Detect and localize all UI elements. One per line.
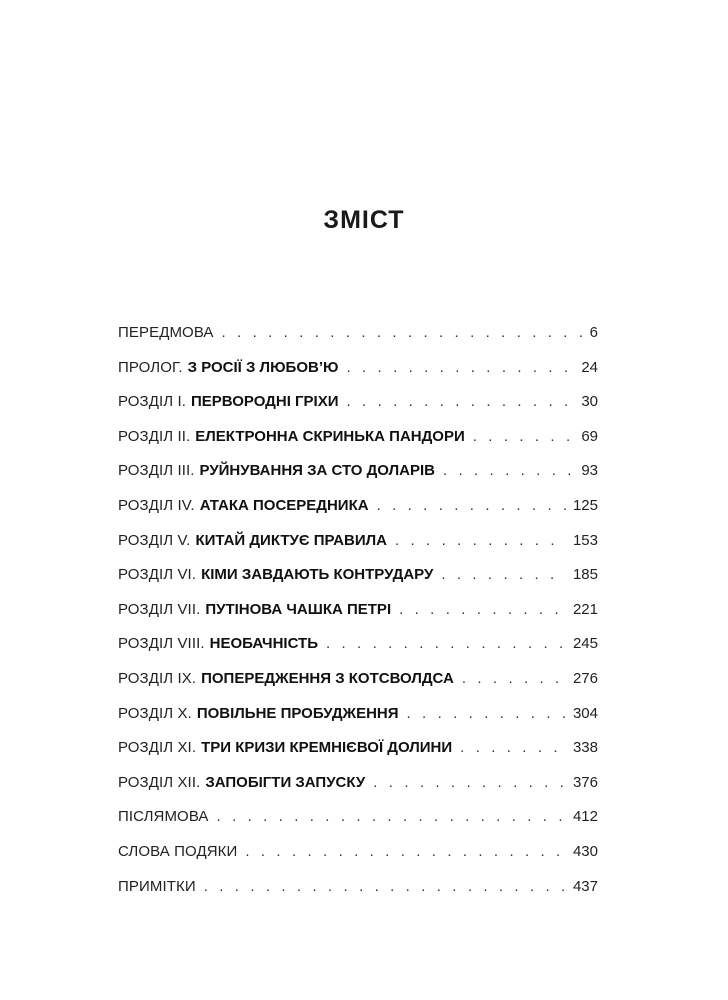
toc-entry-title: ЕЛЕКТРОННА СКРИНЬКА ПАНДОРИ [195,427,465,445]
toc-entry-prefix: РОЗДІЛ VI. [118,566,197,584]
toc-entry-prefix: РОЗДІЛ V. [118,531,191,549]
toc-entry-prefix: РОЗДІЛ VIII. [118,635,205,653]
toc-entry-page: 93 [581,462,598,480]
toc-entry-title: РУЙНУВАННЯ ЗА СТО ДОЛАРІВ [199,462,435,480]
toc-entry-afterword[interactable] [118,800,598,835]
toc-entry-page: 6 [589,324,598,341]
toc-entry-page: 24 [581,358,598,376]
toc-entry-page: 437 [572,877,598,895]
toc-entry-chapter-6[interactable] [118,558,598,593]
toc-entry-foreword[interactable] [118,316,598,351]
toc-entry-title: КИТАЙ ДИКТУЄ ПРАВИЛА [195,531,387,549]
toc-entry-prefix: СЛОВА ПОДЯКИ [118,842,238,860]
dot-leader [441,558,567,593]
toc-entry-page: 125 [572,496,598,514]
dot-leader [217,800,567,835]
dot-leader [222,316,584,351]
toc-entry-prefix: ПРИМІТКИ [118,877,196,895]
toc-entry-prefix: РОЗДІЛ VII. [118,600,201,618]
toc-entry-title: ТРИ КРИЗИ КРЕМНІЄВОЇ ДОЛИНИ [201,739,453,757]
toc-entry-prefix: ПІСЛЯМОВА [118,808,209,826]
dot-leader [395,524,567,559]
toc-entry-title: КІМИ ЗАВДАЮТЬ КОНТРУДАРУ [201,566,434,584]
toc-entry-page: 69 [581,427,598,445]
toc-entry-chapter-9[interactable] [118,662,598,697]
dot-leader [346,351,575,386]
toc-entry-page: 376 [572,773,598,791]
toc-entry-prefix: РОЗДІЛ I. [118,393,186,411]
page-title: ЗМІСТ [323,205,405,234]
toc-entry-prefix: РОЗДІЛ IV. [118,496,195,514]
toc-entry-prefix: ПЕРЕДМОВА [118,324,214,341]
toc-entry-page: 153 [572,531,598,549]
toc-entry-prefix: РОЗДІЛ X. [118,704,192,722]
toc-entry-acknowledgements[interactable] [118,835,598,870]
toc-entry-prefix: РОЗДІЛ XII. [118,773,201,791]
toc-entry-page: 276 [572,669,598,687]
toc-entry-page: 304 [572,704,598,722]
toc-entry-chapter-4[interactable] [118,489,598,524]
toc-entry-prefix: РОЗДІЛ III. [118,462,195,480]
toc-entry-page: 221 [572,600,598,618]
table-of-contents [118,316,598,904]
toc-entry-chapter-5[interactable] [118,524,598,559]
toc-entry-page: 30 [581,393,598,411]
toc-entry-prefix: ПРОЛОГ. [118,358,183,376]
dot-leader [204,870,567,905]
dot-leader [460,731,567,766]
toc-entry-prefix: РОЗДІЛ IX. [118,669,197,687]
toc-entry-page: 338 [572,739,598,757]
toc-entry-title: АТАКА ПОСЕРЕДНИКА [199,496,369,514]
toc-entry-title: ПОВІЛЬНЕ ПРОБУДЖЕННЯ [196,704,399,722]
dot-leader [473,420,576,455]
toc-entry-prologue[interactable] [118,351,598,386]
dot-leader [326,627,567,662]
toc-entry-title: ПОПЕРЕДЖЕННЯ З КОТСВОЛДСА [201,669,454,687]
toc-entry-title: ПЕРВОРОДНІ ГРІХИ [190,393,339,411]
toc-entry-title: НЕОБАЧНІСТЬ [209,635,318,653]
dot-leader [373,766,567,801]
dot-leader [347,385,576,420]
toc-entry-chapter-12[interactable] [118,766,598,801]
toc-entry-chapter-10[interactable] [118,697,598,732]
toc-entry-chapter-11[interactable] [118,731,598,766]
dot-leader [407,697,567,732]
toc-entry-page: 185 [572,566,598,584]
dot-leader [443,454,575,489]
toc-entry-prefix: РОЗДІЛ II. [118,427,191,445]
toc-entry-title: З РОСІЇ З ЛЮБОВ’Ю [187,358,339,376]
toc-entry-title: ЗАПОБІГТИ ЗАПУСКУ [205,773,366,791]
dot-leader [399,593,567,628]
toc-entry-page: 430 [572,842,598,860]
dot-leader [462,662,567,697]
toc-entry-prefix: РОЗДІЛ XI. [118,739,197,757]
dot-leader [245,835,567,870]
toc-entry-chapter-8[interactable] [118,627,598,662]
toc-entry-chapter-3[interactable] [118,454,598,489]
toc-entry-notes[interactable] [118,870,598,905]
toc-entry-title: ПУТІНОВА ЧАШКА ПЕТРІ [205,600,392,618]
dot-leader [377,489,567,524]
toc-entry-chapter-2[interactable] [118,420,598,455]
toc-entry-chapter-1[interactable] [118,385,598,420]
toc-entry-page: 245 [572,635,598,653]
toc-entry-chapter-7[interactable] [118,593,598,628]
toc-entry-page: 412 [572,808,598,826]
